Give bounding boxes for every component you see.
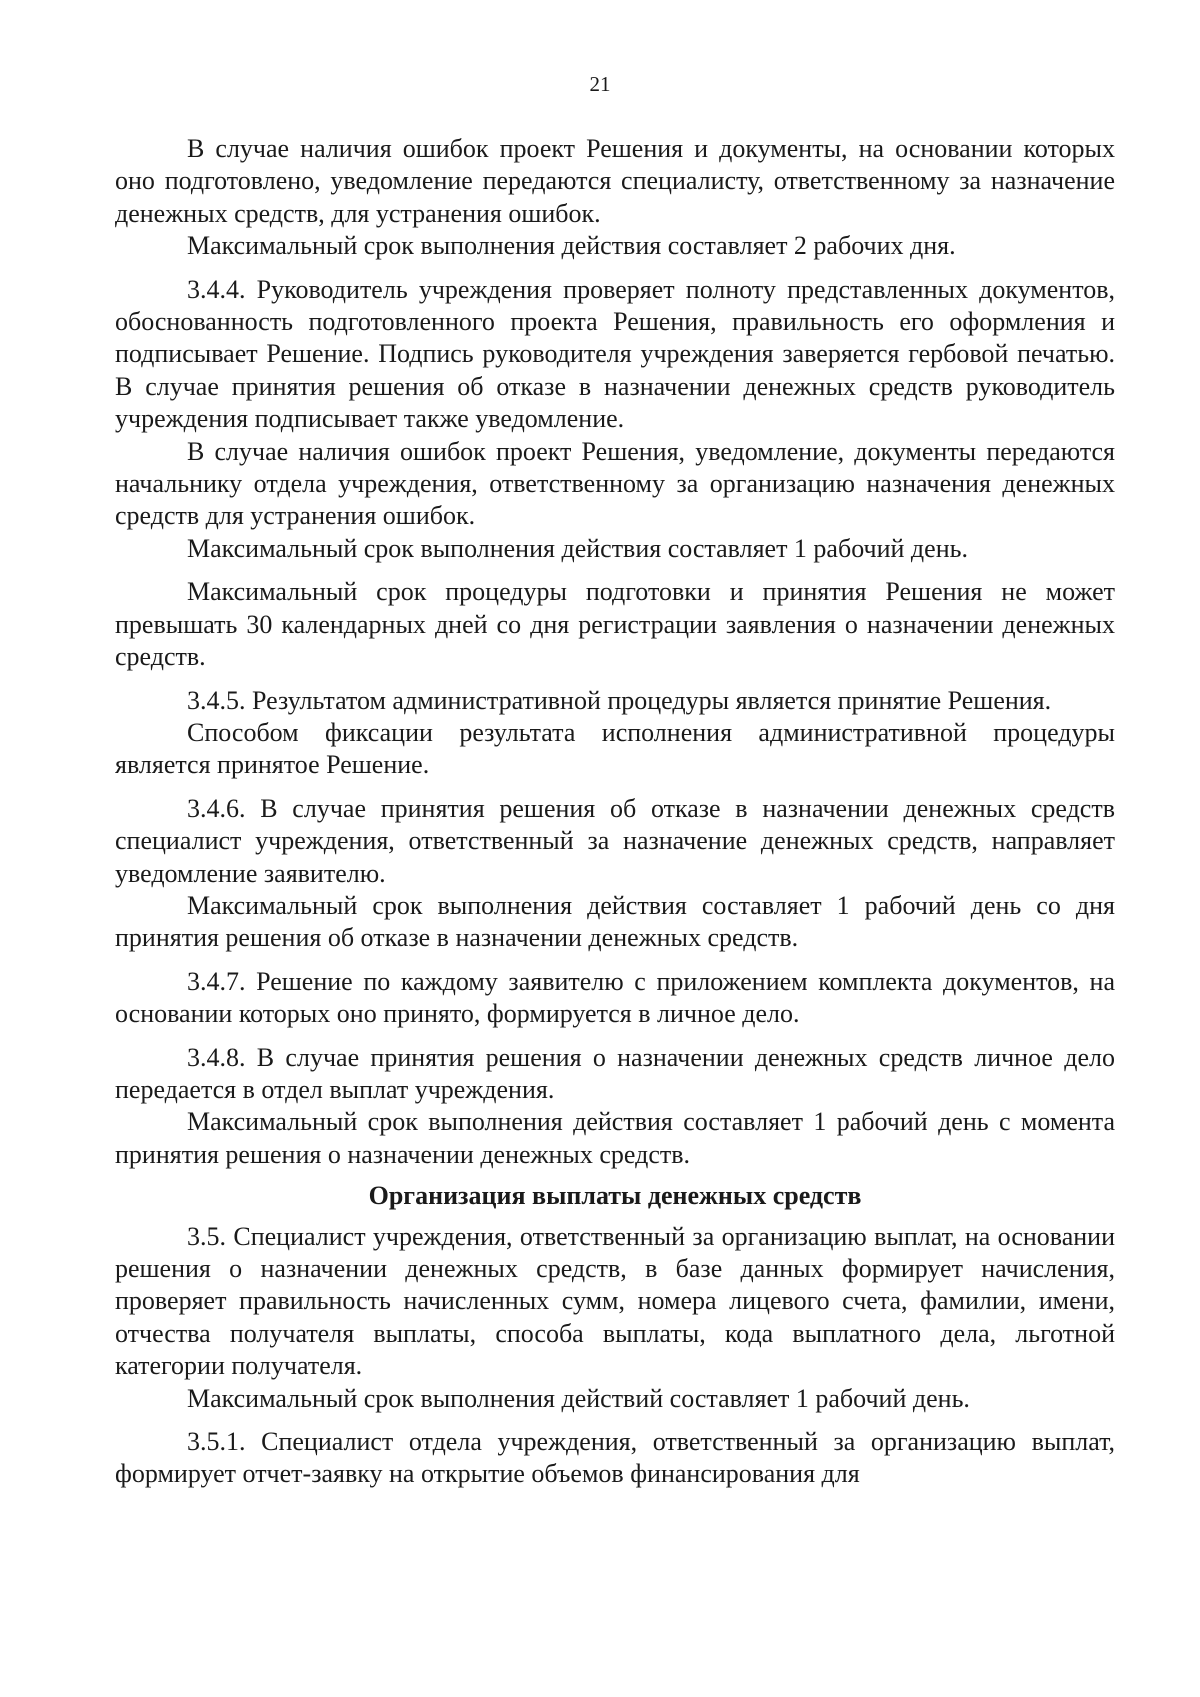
paragraph: 3.5.1. Специалист отдела учреждения, ответственный за организацию выплат, формирует отчет-заявку на открытие объемов финансирования для bbox=[115, 1427, 1115, 1489]
paragraph: Максимальный срок выполнения действия составляет 2 рабочих дня. bbox=[187, 231, 956, 261]
document-body bbox=[115, 133, 1115, 1491]
page-number: 21 bbox=[589, 72, 611, 96]
paragraph: В случае наличия ошибок проект Решения и документы, на основании которых оно подготовлено, уведомление передаются специалисту, ответственному за назначение денежных средств, для устранения ошибок. bbox=[115, 134, 1115, 228]
paragraph: Максимальный срок выполнения действий составляет 1 рабочий день. bbox=[187, 1383, 970, 1413]
paragraph: Максимальный срок процедуры подготовки и принятия Решения не может превышать 30 календарных дней со дня регистрации заявления о назначении денежных средств. bbox=[115, 577, 1115, 672]
paragraph: Способом фиксации результата исполнения административной процедуры является принятое Решение. bbox=[115, 717, 1115, 780]
paragraph: 3.4.8. В случае принятия решения о назначении денежных средств личное дело передается в отдел выплат учреждения. bbox=[115, 1042, 1115, 1104]
paragraph: Максимальный срок выполнения действия составляет 1 рабочий день. bbox=[187, 533, 968, 563]
paragraph: Максимальный срок выполнения действия составляет 1 рабочий день со дня принятия решения об отказе в назначении денежных средств. bbox=[115, 890, 1115, 953]
paragraph: Максимальный срок выполнения действия составляет 1 рабочий день с момента принятия решения о назначении денежных средств. bbox=[115, 1107, 1115, 1169]
paragraph: 3.4.7. Решение по каждому заявителю с приложением комплекта документов, на основании которых оно принято, формируется в личное дело. bbox=[115, 966, 1115, 1029]
paragraph: 3.5. Специалист учреждения, ответственный за организацию выплат, на основании решения о назначении денежных средств, в базе данных формирует начисления, проверяет правильность начисленных сумм, номера лицевого счета, фамилии, имени, отчества получателя выплаты, способа выплаты, кода выплатного дела, льготной категории получателя. bbox=[115, 1221, 1115, 1381]
section-heading: Организация выплаты денежных средств bbox=[368, 1181, 862, 1211]
paragraph: 3.4.5. Результатом административной процедуры является принятие Решения. bbox=[187, 685, 1052, 715]
paragraph: 3.4.4. Руководитель учреждения проверяет полноту представленных документов, обоснованность подготовленного проекта Решения, правильность его оформления и подписывает Решение. Подпись руководителя учреждения заверяется гербовой печатью. В случае принятия решения об отказе в назначении денежных средств руководитель учреждения подписывает также уведомление. bbox=[115, 274, 1115, 434]
paragraph: В случае наличия ошибок проект Решения, уведомление, документы передаются начальнику отдела учреждения, ответственному за организацию назначения денежных средств для устранения ошибок. bbox=[115, 436, 1115, 531]
paragraph: 3.4.6. В случае принятия решения об отказе в назначении денежных средств специалист учреждения, ответственный за назначение денежных средств, направляет уведомление заявителю. bbox=[115, 793, 1115, 888]
